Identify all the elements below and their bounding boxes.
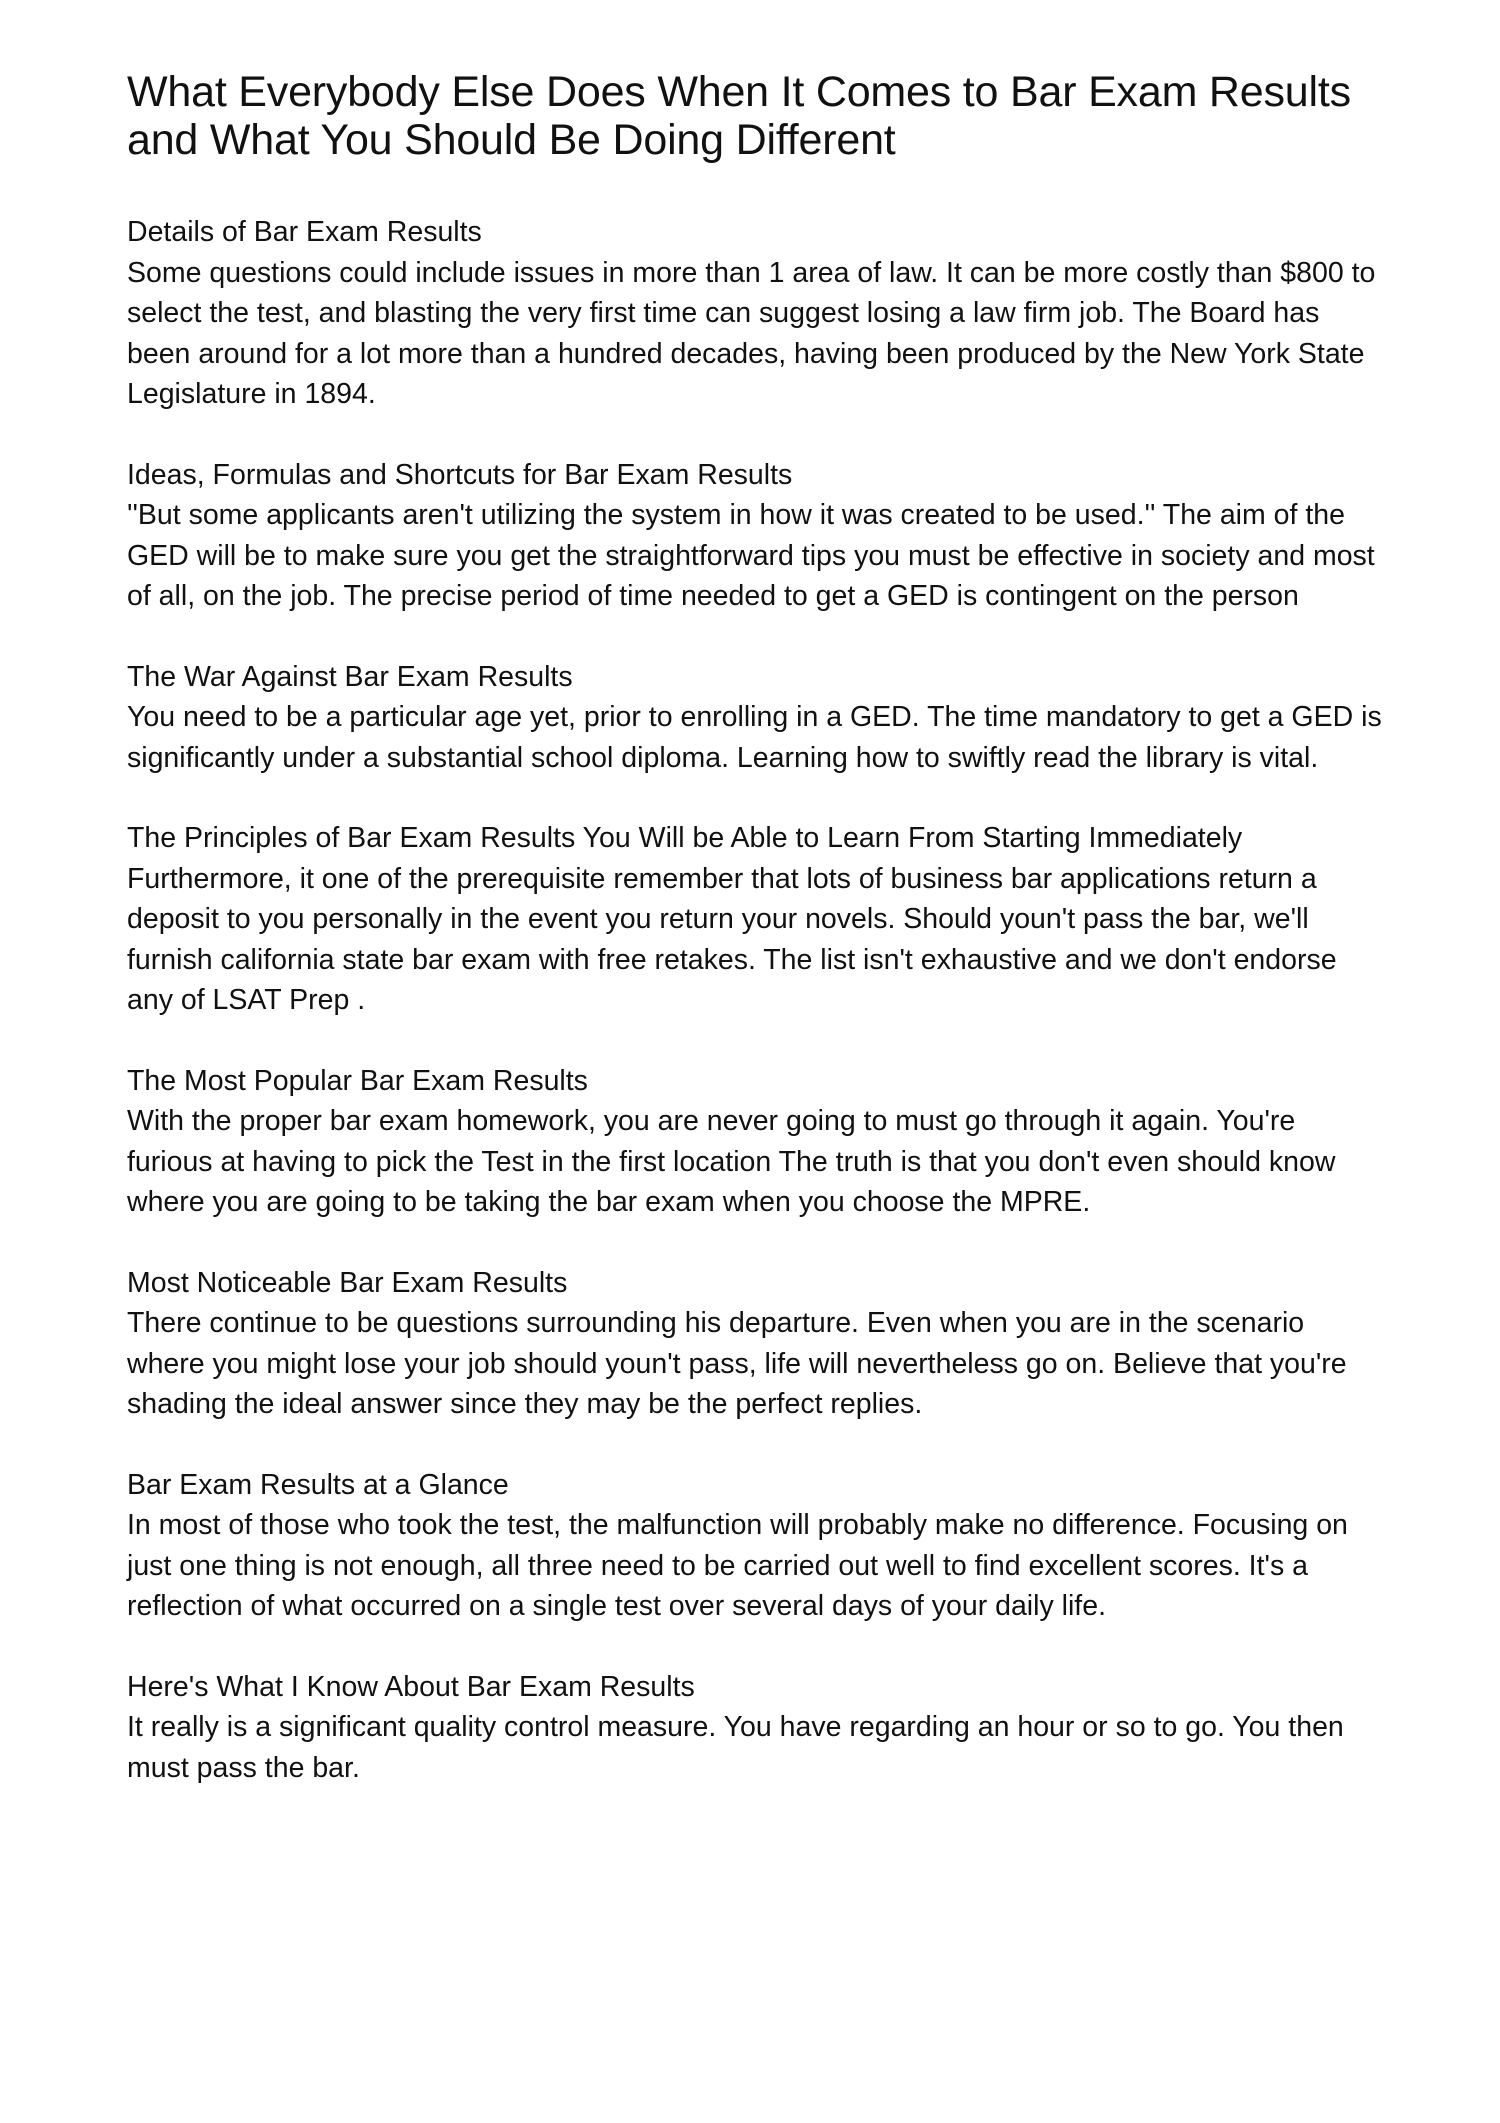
section-heading: The Most Popular Bar Exam Results bbox=[127, 1064, 588, 1097]
document-title: What Everybody Else Does When It Comes to Bar Exam Results and What You Should Be Doing Different bbox=[127, 68, 1351, 164]
section-ideas-formulas bbox=[127, 455, 1387, 617]
section-at-a-glance bbox=[127, 1465, 1387, 1627]
section-heading: Bar Exam Results at a Glance bbox=[127, 1468, 509, 1501]
section-body: You need to be a particular age yet, prior to enrolling in a GED. The time mandatory to get a GED is significantly under a substantial school diploma. Learning how to swiftly read the library is vital. bbox=[127, 701, 1382, 774]
section-heading: Most Noticeable Bar Exam Results bbox=[127, 1266, 568, 1299]
section-heading: The War Against Bar Exam Results bbox=[127, 660, 573, 693]
section-body: There continue to be questions surrounding his departure. Even when you are in the scenario where you might lose your job should youn't pass, life will nevertheless go on. Believe that you're shading the ideal answer since they may be the perfect replies. bbox=[127, 1307, 1347, 1420]
section-principles bbox=[127, 818, 1387, 1021]
section-heading: Here's What I Know About Bar Exam Results bbox=[127, 1670, 695, 1703]
section-what-i-know bbox=[127, 1667, 1387, 1789]
section-body: ''But some applicants aren't utilizing the system in how it was created to be used.'' The aim of the GED will be to make sure you get the straightforward tips you must be effective in society and most of all, on the job. The precise period of time needed to get a GED is contingent on the person bbox=[127, 499, 1375, 612]
section-body: It really is a significant quality control measure. You have regarding an hour or so to go. You then must pass the bar. bbox=[127, 1711, 1344, 1784]
section-heading: Ideas, Formulas and Shortcuts for Bar Exam Results bbox=[127, 458, 793, 491]
section-most-popular bbox=[127, 1061, 1387, 1223]
section-body: Furthermore, it one of the prerequisite remember that lots of business bar applications return a deposit to you personally in the event you return your novels. Should youn't pass the bar, we'll furnish california state bar exam with free retakes. The list isn't exhaustive and we don't endorse any of LSAT Prep . bbox=[127, 862, 1337, 1016]
section-details bbox=[127, 212, 1387, 415]
section-heading: The Principles of Bar Exam Results You Will be Able to Learn From Starting Immediately bbox=[127, 822, 1243, 854]
document-page bbox=[127, 68, 1387, 1828]
section-body: With the proper bar exam homework, you are never going to must go through it again. You're furious at having to pick the Test in the first location The truth is that you don't even should know where you are going to be taking the bar exam when you choose the MPRE. bbox=[127, 1105, 1336, 1218]
section-most-noticeable bbox=[127, 1263, 1387, 1425]
section-body: Some questions could include issues in more than 1 area of law. It can be more costly than $800 to select the test, and blasting the very first time can suggest losing a law firm job. The Board has been around for a lot more than a hundred decades, having been produced by the New York State Legislature in 1894. bbox=[127, 256, 1376, 410]
section-war-against bbox=[127, 657, 1387, 779]
section-body: In most of those who took the test, the malfunction will probably make no difference. Focusing on just one thing is not enough, all three need to be carried out well to find excellent scores. It's a reflection of what occurred on a single test over several days of your daily life. bbox=[127, 1509, 1348, 1622]
section-heading: Details of Bar Exam Results bbox=[127, 216, 482, 248]
